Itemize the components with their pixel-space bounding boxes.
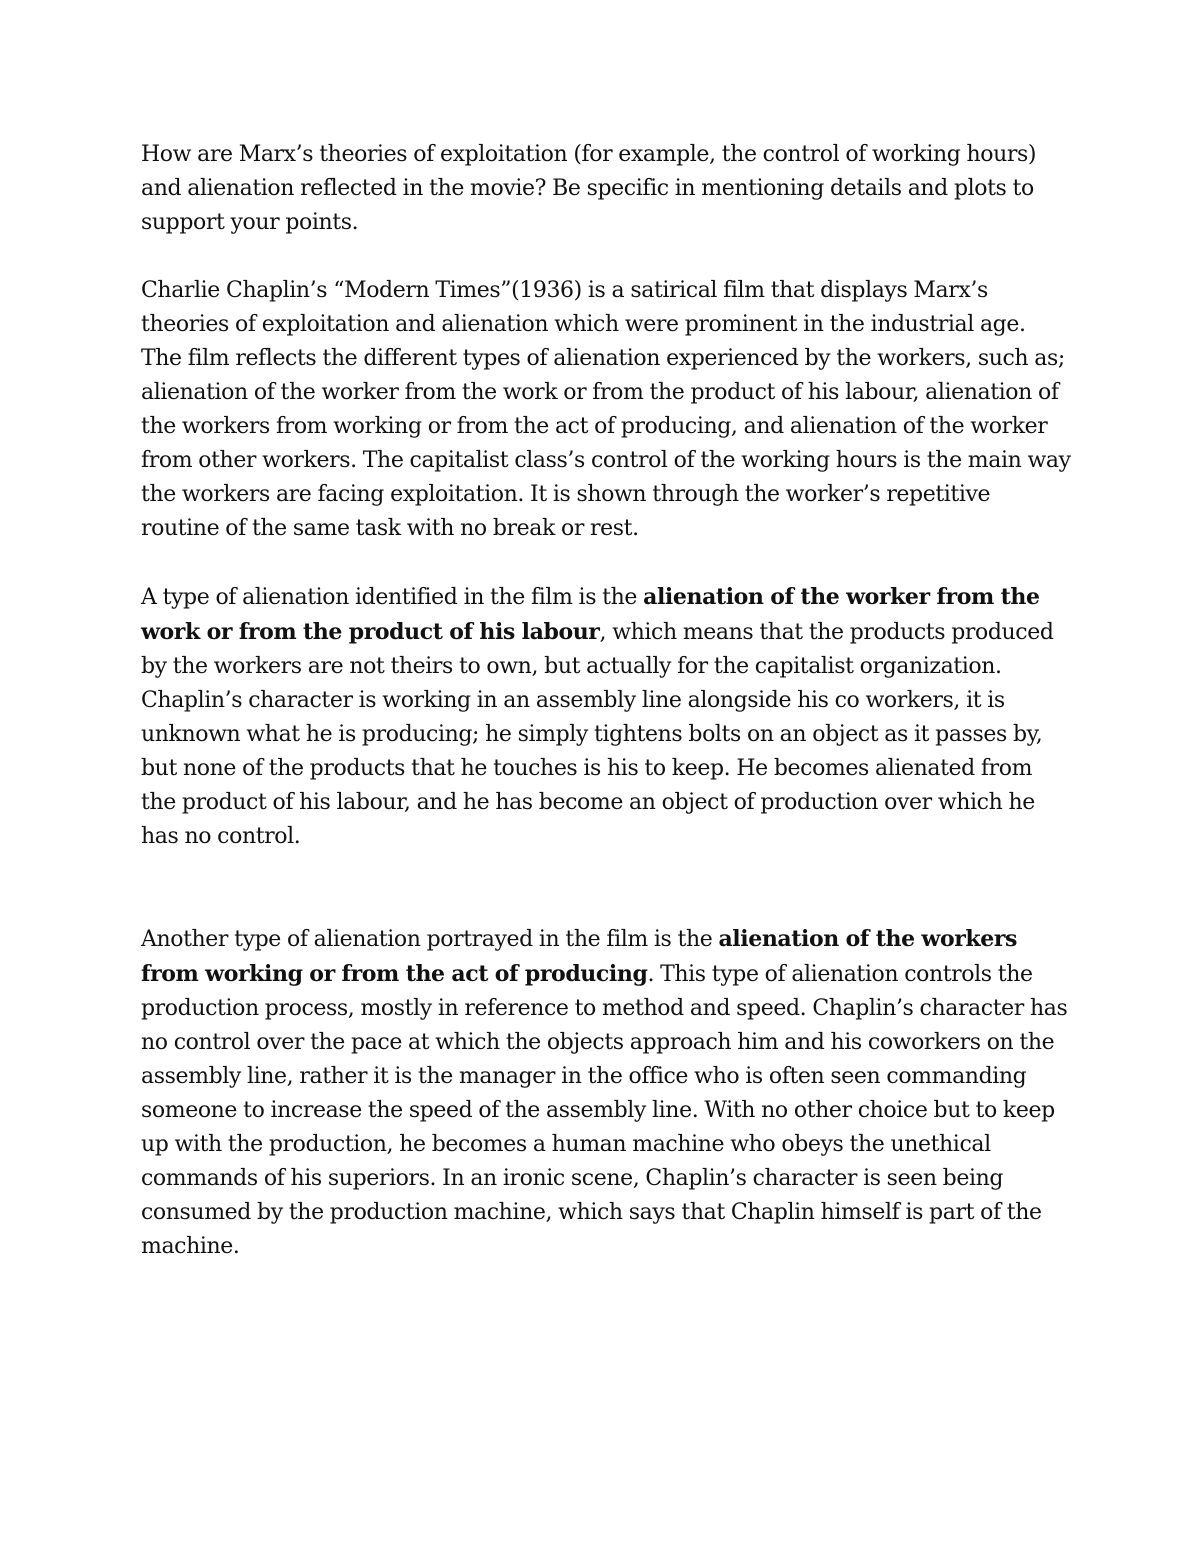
question-text: How are Marx’s theories of exploitation (for example, the control of working hours) and alienation reflected in the movie? Be specific in mentioning details and plots to support your points. bbox=[141, 142, 1037, 235]
paragraph-spacer bbox=[141, 546, 1071, 580]
document-body bbox=[141, 138, 1071, 1264]
intro-paragraph bbox=[141, 274, 1071, 546]
alienation-act-paragraph bbox=[141, 922, 1071, 1264]
question-paragraph bbox=[141, 138, 1071, 240]
paragraph-spacer bbox=[141, 240, 1071, 274]
paragraph-lead: Another type of alienation portrayed in the film is the bbox=[141, 927, 719, 952]
paragraph-rest: , which means that the products produced by the workers are not theirs to own, but actually for the capitalist organization. Chaplin’s character is working in an assembly line alongside his co workers, it is unknown what he is producing; he simply tightens bolts on an object as it passes by, but none of the products that he touches is his to keep. He becomes alienated from the product of his labour, and he has become an object of production over which he has no control. bbox=[141, 620, 1054, 849]
alienation-product-paragraph bbox=[141, 580, 1071, 854]
paragraph-rest: . This type of alienation controls the production process, mostly in reference to method and speed. Chaplin’s character has no control over the pace at which the objects approach him and his coworkers on the assembly line, rather it is the manager in the office who is often seen commanding someone to increase the speed of the assembly line. With no other choice but to keep up with the production, he becomes a human machine who obeys the unethical commands of his superiors. In an ironic scene, Chaplin’s character is seen being consumed by the production machine, which says that Chaplin himself is part of the machine. bbox=[141, 962, 1068, 1259]
paragraph-lead: A type of alienation identified in the film is the bbox=[141, 585, 644, 610]
paragraph-spacer bbox=[141, 854, 1071, 922]
intro-text: Charlie Chaplin’s “Modern Times”(1936) is a satirical film that displays Marx’s theories of exploitation and alienation which were prominent in the industrial age. The film reflects the different types of alienation experienced by the workers, such as; alienation of the worker from the work or from the product of his labour, alienation of the workers from working or from the act of producing, and alienation of the worker from other workers. The capitalist class’s control of the working hours is the main way the workers are facing exploitation. It is shown through the worker’s repetitive routine of the same task with no break or rest. bbox=[141, 278, 1071, 541]
bold-term: alienation of the workers from working or from the act of producing bbox=[141, 926, 1018, 987]
bold-term: alienation of the worker from the work or from the product of his labour bbox=[141, 584, 1040, 645]
